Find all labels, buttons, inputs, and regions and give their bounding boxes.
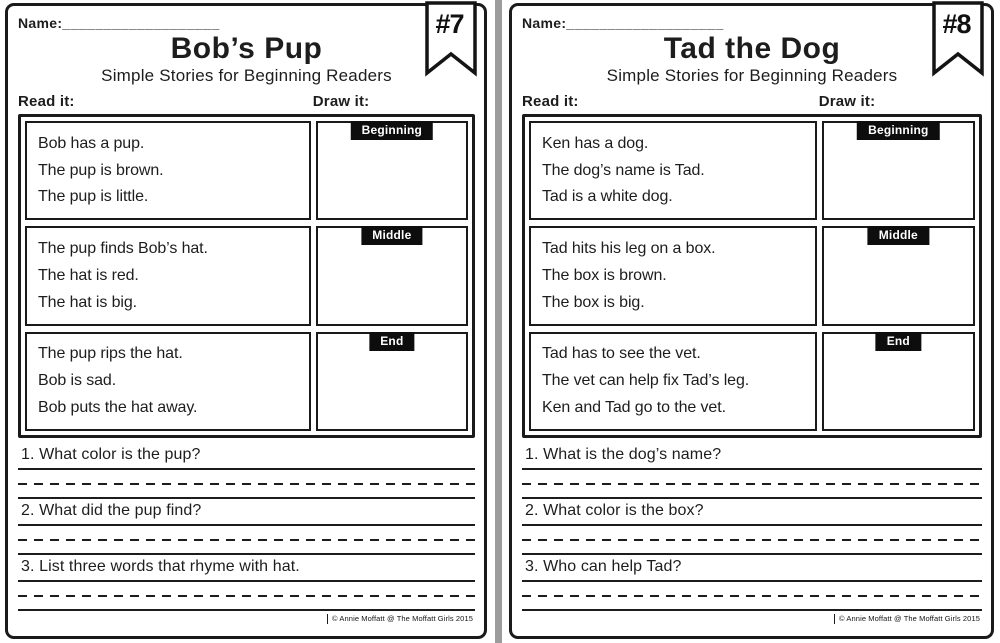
- question-text: 1. What is the dog’s name?: [522, 443, 982, 470]
- read-box: [529, 226, 817, 325]
- section-label: Middle: [361, 226, 422, 245]
- column-headers: [18, 92, 475, 111]
- section-label: End: [876, 332, 921, 351]
- story-line: Tad is a white dog.: [542, 188, 673, 206]
- question-block: [522, 443, 982, 499]
- question-text: 2. What did the pup find?: [18, 499, 475, 526]
- read-it-label: Read it:: [522, 93, 579, 110]
- answer-dashed-line: [522, 539, 982, 541]
- section-label: Middle: [868, 226, 929, 245]
- draw-it-label: Draw it:: [312, 93, 370, 110]
- story-line: Tad has to see the vet.: [542, 345, 701, 363]
- read-it-label: Read it:: [18, 93, 75, 110]
- worksheet-subtitle: Simple Stories for Beginning Readers: [606, 66, 898, 85]
- draw-it-label: Draw it:: [818, 93, 876, 110]
- story-line: Tad hits his leg on a box.: [542, 240, 716, 258]
- worksheet-title: Bob’s Pup: [170, 32, 323, 65]
- answer-dashed-line: [18, 483, 475, 485]
- section-label: Beginning: [351, 121, 433, 140]
- answer-dashed-line: [18, 595, 475, 597]
- story-line: The pup rips the hat.: [38, 345, 183, 363]
- name-label: Name:: [18, 15, 63, 31]
- story-row: [529, 332, 975, 431]
- column-headers: [522, 92, 982, 111]
- read-box: [529, 332, 817, 431]
- story-line: The pup is little.: [38, 188, 149, 206]
- section-label: End: [369, 332, 414, 351]
- section-label: Beginning: [857, 121, 939, 140]
- draw-box: [316, 332, 468, 431]
- credit-row: [522, 612, 982, 624]
- question-text: 2. What color is the box?: [522, 499, 982, 526]
- story-grid: [522, 114, 982, 438]
- story-line: Ken and Tad go to the vet.: [542, 399, 726, 417]
- question-text: 3. List three words that rhyme with hat.: [18, 555, 475, 582]
- story-line: The pup is brown.: [38, 161, 164, 179]
- name-line: ___________________: [566, 15, 724, 31]
- story-line: Bob has a pup.: [38, 134, 145, 152]
- sheet-border: [509, 3, 994, 639]
- answer-dashed-line: [18, 539, 475, 541]
- questions-section: [522, 443, 982, 611]
- draw-box: [822, 121, 975, 220]
- story-grid: [18, 114, 475, 438]
- badge-ribbon: [425, 1, 477, 77]
- badge-number: #7: [435, 9, 464, 39]
- story-row: [529, 121, 975, 220]
- credit-text: © Annie Moffatt @ The Moffatt Girls 2015: [834, 614, 982, 624]
- draw-box: [822, 226, 975, 325]
- worksheet-page: [504, 0, 1000, 643]
- answer-dashed-line: [522, 483, 982, 485]
- read-box: [25, 332, 311, 431]
- read-box: [529, 121, 817, 220]
- story-line: Bob puts the hat away.: [38, 399, 198, 417]
- worksheet-page: [0, 0, 493, 643]
- draw-box: [316, 226, 468, 325]
- story-line: Ken has a dog.: [542, 134, 649, 152]
- name-field: [522, 13, 982, 33]
- story-line: The hat is big.: [38, 293, 138, 311]
- question-text: 3. Who can help Tad?: [522, 555, 982, 582]
- name-label: Name:: [522, 15, 567, 31]
- answer-dashed-line: [522, 595, 982, 597]
- story-row: [25, 121, 468, 220]
- credit-text: © Annie Moffatt @ The Moffatt Girls 2015: [327, 614, 475, 624]
- story-line: The dog’s name is Tad.: [542, 161, 705, 179]
- page-gutter: [493, 0, 504, 643]
- question-block: [522, 499, 982, 555]
- question-block: [18, 499, 475, 555]
- name-field: [18, 13, 475, 33]
- badge-number: #8: [942, 9, 971, 39]
- question-block: [18, 555, 475, 611]
- story-row: [25, 226, 468, 325]
- read-box: [25, 121, 311, 220]
- read-box: [25, 226, 311, 325]
- questions-section: [18, 443, 475, 611]
- story-line: The pup finds Bob’s hat.: [38, 240, 208, 258]
- question-block: [522, 555, 982, 611]
- credit-row: [18, 612, 475, 624]
- story-line: The vet can help fix Tad’s leg.: [542, 372, 750, 390]
- story-row: [25, 332, 468, 431]
- draw-box: [822, 332, 975, 431]
- worksheet-title: Tad the Dog: [663, 32, 841, 65]
- question-block: [18, 443, 475, 499]
- story-line: The hat is red.: [38, 266, 139, 284]
- question-text: 1. What color is the pup?: [18, 443, 475, 470]
- sheet-border: [5, 3, 487, 639]
- story-row: [529, 226, 975, 325]
- badge-ribbon: [932, 1, 984, 77]
- story-line: The box is big.: [542, 293, 645, 311]
- name-line: ___________________: [62, 15, 220, 31]
- story-line: The box is brown.: [542, 266, 667, 284]
- draw-box: [316, 121, 468, 220]
- story-line: Bob is sad.: [38, 372, 117, 390]
- worksheet-subtitle: Simple Stories for Beginning Readers: [101, 66, 392, 85]
